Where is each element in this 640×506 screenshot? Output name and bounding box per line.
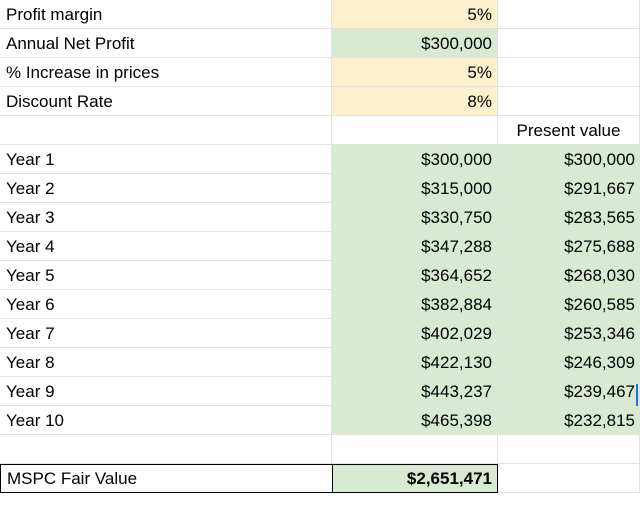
empty-cell[interactable]: [498, 29, 640, 58]
empty-cell[interactable]: [498, 464, 640, 493]
empty-cell[interactable]: [498, 0, 640, 29]
empty-cell[interactable]: [0, 435, 332, 464]
empty-cell[interactable]: [0, 116, 332, 145]
year-row: [0, 348, 640, 377]
param-row: [0, 0, 640, 29]
cell-selection-marker: [636, 384, 638, 406]
profit-cell[interactable]: $364,652: [332, 261, 498, 290]
param-value-cell[interactable]: 8%: [332, 87, 498, 116]
param-label-cell[interactable]: Profit margin: [0, 0, 332, 29]
year-row: [0, 377, 640, 406]
present-value-cell[interactable]: $300,000: [498, 145, 640, 174]
year-row: [0, 290, 640, 319]
param-row: [0, 58, 640, 87]
year-label-cell[interactable]: Year 4: [0, 232, 332, 261]
param-label-cell[interactable]: Annual Net Profit: [0, 29, 332, 58]
present-value-header[interactable]: Present value: [498, 116, 640, 145]
profit-cell[interactable]: $402,029: [332, 319, 498, 348]
present-value-cell[interactable]: $268,030: [498, 261, 640, 290]
present-value-cell[interactable]: $275,688: [498, 232, 640, 261]
param-value-cell[interactable]: 5%: [332, 58, 498, 87]
empty-row: [0, 435, 640, 464]
empty-cell[interactable]: [332, 435, 498, 464]
present-value-cell[interactable]: $232,815: [498, 406, 640, 435]
year-label-cell[interactable]: Year 8: [0, 348, 332, 377]
present-value-cell[interactable]: $291,667: [498, 174, 640, 203]
profit-cell[interactable]: $347,288: [332, 232, 498, 261]
year-row: [0, 406, 640, 435]
total-row: [0, 464, 640, 493]
year-row: [0, 145, 640, 174]
year-row: [0, 203, 640, 232]
profit-cell[interactable]: $300,000: [332, 145, 498, 174]
year-row: [0, 174, 640, 203]
empty-cell[interactable]: [498, 435, 640, 464]
present-value-cell[interactable]: $239,467: [498, 377, 640, 406]
param-value-cell[interactable]: 5%: [332, 0, 498, 29]
year-row: [0, 232, 640, 261]
profit-cell[interactable]: $330,750: [332, 203, 498, 232]
profit-cell[interactable]: $422,130: [332, 348, 498, 377]
year-label-cell[interactable]: Year 2: [0, 174, 332, 203]
fair-value-label-cell[interactable]: MSPC Fair Value: [0, 464, 332, 493]
param-value-cell[interactable]: $300,000: [332, 29, 498, 58]
year-label-cell[interactable]: Year 6: [0, 290, 332, 319]
empty-cell[interactable]: [498, 87, 640, 116]
year-label-cell[interactable]: Year 5: [0, 261, 332, 290]
header-row: [0, 116, 640, 145]
year-label-cell[interactable]: Year 1: [0, 145, 332, 174]
year-label-cell[interactable]: Year 3: [0, 203, 332, 232]
year-label-cell[interactable]: Year 7: [0, 319, 332, 348]
present-value-cell[interactable]: $283,565: [498, 203, 640, 232]
year-label-cell[interactable]: Year 10: [0, 406, 332, 435]
present-value-cell[interactable]: $253,346: [498, 319, 640, 348]
param-row: [0, 29, 640, 58]
profit-cell[interactable]: $315,000: [332, 174, 498, 203]
empty-cell[interactable]: [332, 116, 498, 145]
profit-cell[interactable]: $443,237: [332, 377, 498, 406]
present-value-cell[interactable]: $246,309: [498, 348, 640, 377]
present-value-cell[interactable]: $260,585: [498, 290, 640, 319]
year-row: [0, 319, 640, 348]
year-row: [0, 261, 640, 290]
param-label-cell[interactable]: % Increase in prices: [0, 58, 332, 87]
param-label-cell[interactable]: Discount Rate: [0, 87, 332, 116]
year-label-cell[interactable]: Year 9: [0, 377, 332, 406]
profit-cell[interactable]: $465,398: [332, 406, 498, 435]
empty-cell[interactable]: [498, 58, 640, 87]
profit-cell[interactable]: $382,884: [332, 290, 498, 319]
fair-value-cell[interactable]: $2,651,471: [332, 464, 498, 493]
param-row: [0, 87, 640, 116]
